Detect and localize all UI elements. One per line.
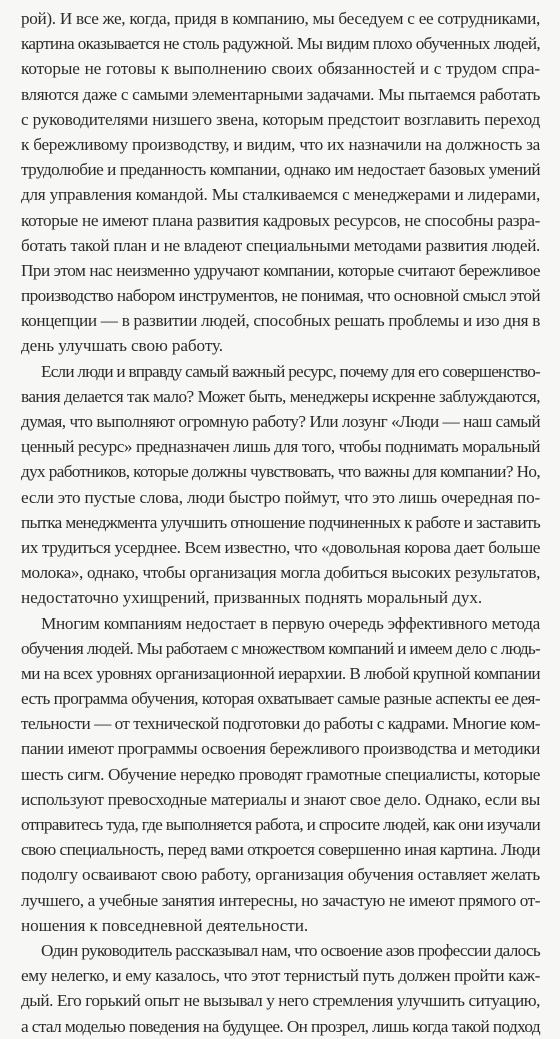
text-line: Если люди и вправду самый важный ресурс, почему для его совершенство- xyxy=(41,361,540,381)
text-line: Многим компаниям недостает в первую очередь эффективного метода xyxy=(41,613,540,633)
text-line: используют превосходные материалы и знают свое дело. Однако, если вы xyxy=(21,789,540,809)
text-line: есть программа обучения, которая охватывает самые разные аспекты ее дея- xyxy=(21,689,540,709)
text-line: подолгу осваивают свою работу, организация обучения оставляет желать xyxy=(21,865,540,885)
text-line: дый. Его горький опыт не вызывал у него стремления улучшить ситуацию, xyxy=(21,991,540,1011)
text-line: ценный ресурс» предназначен лишь для того, чтобы поднимать моральный xyxy=(21,437,540,457)
text-line: к бережливому производству, и видим, что их назначили на должность за xyxy=(21,134,540,154)
text-line: дух работников, которые должны чувствовать, что важны для компании? Но, xyxy=(21,462,540,482)
text-line: ботать такой план и не владеют специальными методами развития людей. xyxy=(21,235,540,255)
paragraph-2 xyxy=(21,359,540,611)
text-line: При этом нас неизменно удручают компании, которые считают бережливое xyxy=(21,260,540,280)
text-line: недостаточно ухищрений, призванных поднять моральный дух. xyxy=(21,588,483,608)
text-line: ношения к повседневной деятельности. xyxy=(21,915,309,935)
text-line: вляются даже с самыми элементарными задачами. Мы пытаемся работать xyxy=(21,84,540,104)
paragraph-3 xyxy=(21,611,540,938)
text-line: пании имеют программы освоения бережливого производства и методики xyxy=(21,739,540,759)
text-line: трудолюбие и преданность компании, однако им недостает базовых умений xyxy=(21,160,540,180)
paragraph-1 xyxy=(21,6,540,359)
text-line: Один руководитель рассказывал нам, что освоение азов профессии далось xyxy=(41,940,540,960)
text-line: ему нелегко, и ему казалось, что этот тернистый путь должен пройти каж- xyxy=(21,966,540,986)
text-line: а стал моделью поведения на будущее. Он прозрел, лишь когда такой подход xyxy=(21,1016,540,1036)
text-line: день улучшать свою работу. xyxy=(21,336,223,356)
text-line: шесть сигм. Обучение нередко проводят грамотные специалисты, которые xyxy=(21,764,540,784)
text-line: ми на всех уровнях организационной иерархии. В любой крупной компании xyxy=(21,663,540,683)
text-line: тельности — от технической подготовки до работы с кадрами. Многие ком- xyxy=(21,714,540,734)
text-line: обучения людей. Мы работаем с множеством компаний и имеем дело с людь- xyxy=(21,638,540,658)
text-line: концепции — в развитии людей, способных решать проблемы и изо дня в xyxy=(21,311,540,331)
text-line: картина оказывается не столь радужной. Мы видим плохо обученных людей, xyxy=(21,34,540,54)
text-line: пытка менеджмента улучшить отношение подчиненных к работе и заставить xyxy=(21,512,540,532)
text-line: свою специальность, перед вами откроется совершенно иная картина. Люди xyxy=(21,840,540,860)
text-line: рой). И все же, когда, придя в компанию, мы беседуем с ее сотрудниками, xyxy=(21,9,540,28)
paragraph-4 xyxy=(21,938,540,1039)
text-line: которые не имеют плана развития кадровых ресурсов, не способны разра- xyxy=(21,210,540,230)
text-line: для управления командой. Мы сталкиваемся с менеджерами и лидерами, xyxy=(21,185,540,205)
text-line: думая, что выполняют огромную работу? Или лозунг «Люди — наш самый xyxy=(21,412,540,431)
text-line: вания делается так мало? Может быть, менеджеры искренне заблуждаются, xyxy=(21,386,540,406)
text-line: отправитесь туда, где выполняется работа, и спросите людей, как они изучали xyxy=(21,815,540,834)
text-line: если это пустые слова, люди быстро поймут, что это лишь очередная по- xyxy=(21,487,540,507)
text-line: которые не готовы к выполнению своих обязанностей и с трудом спра- xyxy=(21,59,540,79)
text-line: лучшего, а учебные занятия интересны, но зачастую не имеют прямого от- xyxy=(21,890,540,910)
text-line: молока», однако, чтобы организация могла добиться высоких результатов, xyxy=(21,563,540,583)
text-line: производство набором инструментов, не понимая, что основной смысл этой xyxy=(21,286,540,306)
text-line: с руководителями низшего звена, которым предстоит возглавить переход xyxy=(21,109,540,129)
text-line: их трудиться усерднее. Всем известно, что «довольная корова дает больше xyxy=(21,537,540,557)
